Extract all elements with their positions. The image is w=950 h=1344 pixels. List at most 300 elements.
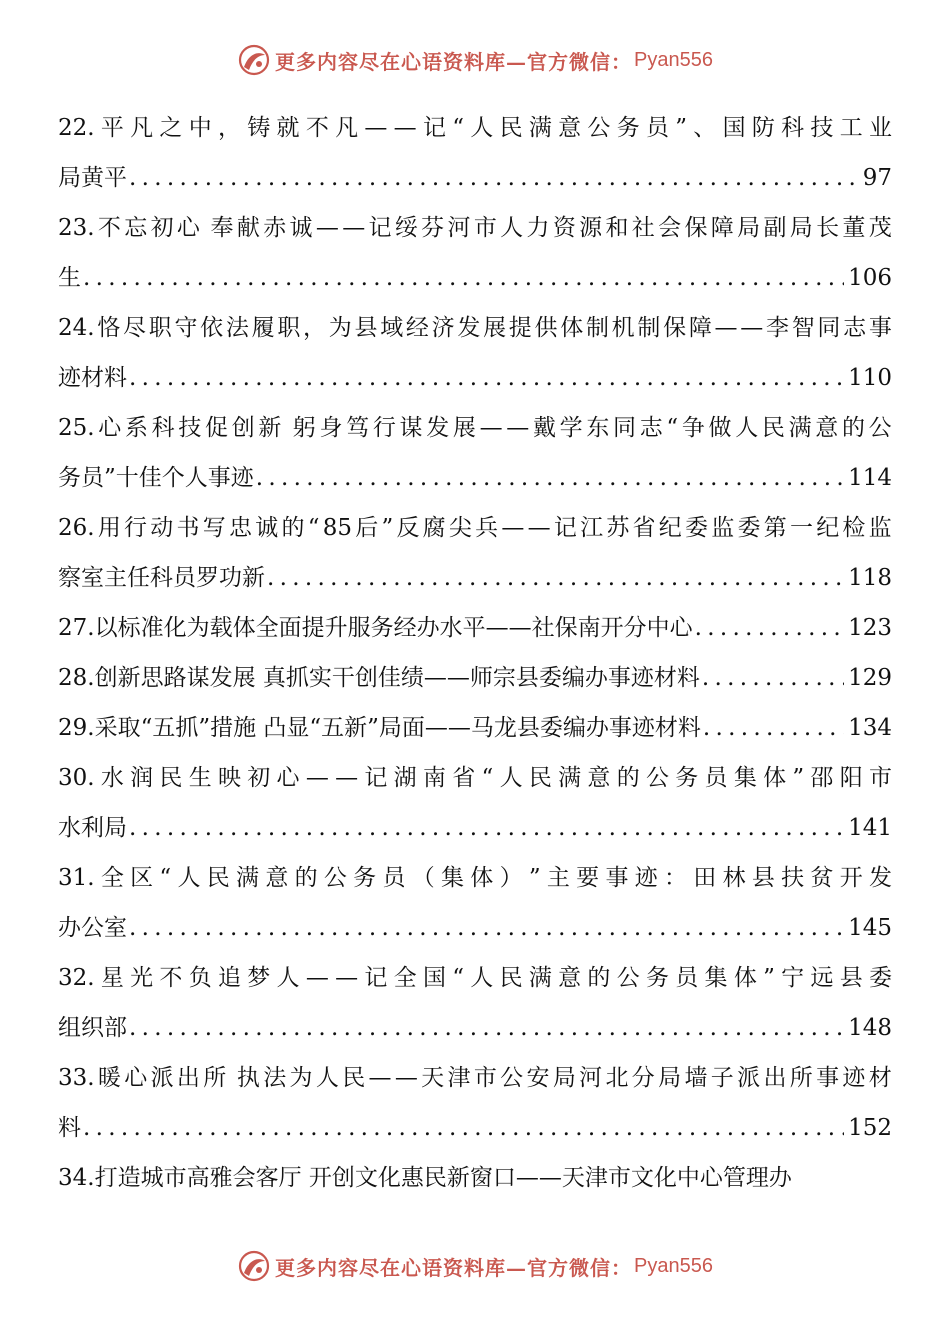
toc-title-char: 委 (868, 965, 892, 991)
toc-title-char: 纪 (816, 515, 840, 541)
toc-entry-leader-line (58, 153, 892, 203)
toc-title-char: 技 (178, 415, 202, 441)
toc-title-char: 和 (605, 215, 629, 241)
toc-title-char: 出 (763, 1065, 787, 1091)
toc-title-char: 、 (693, 115, 717, 141)
toc-title-char: 促 (205, 415, 229, 441)
toc-title-char (285, 403, 289, 453)
toc-title-char: 85 (322, 515, 352, 541)
toc-title-continuation: 迹材料 (58, 365, 127, 391)
toc-title-char: 安 (526, 1065, 550, 1091)
banner-text: 更多内容尽在心语资料库—官方微信： (275, 49, 633, 74)
toc-title-char: 尽 (123, 315, 147, 341)
toc-entry-leader-line (58, 453, 892, 503)
toc-title-char: 区 (130, 865, 154, 891)
toc-title-char: 民 (342, 1065, 366, 1091)
toc-title-char: “ (666, 415, 679, 441)
toc-title-char: 意 (265, 865, 289, 891)
toc-title: 34.打造城市高雅会客厅 开创文化惠民新窗口——天津市文化中心管理办 (58, 1165, 792, 1191)
toc-title-char: 的 (281, 515, 305, 541)
toc-title-char: 追 (217, 965, 241, 991)
toc-title-char: 务 (353, 865, 377, 891)
dot-leader (702, 653, 844, 703)
toc-title-char: ” (675, 115, 688, 141)
banner-wechat-id: Pyan556 (634, 48, 713, 71)
toc-title-char: 防 (751, 115, 775, 141)
toc-title-char: 职 (148, 315, 172, 341)
toc-title-char: 意 (587, 765, 611, 791)
toc-title-char: 资 (552, 215, 576, 241)
toc-title-char: 委 (685, 515, 709, 541)
toc-title-char: 材 (868, 1065, 892, 1091)
toc-title-char: 民 (499, 115, 523, 141)
toc-title-char: 记 (553, 515, 577, 541)
toc-entry-leader-line (58, 1103, 892, 1153)
toc-title-char: 县 (751, 865, 775, 891)
toc-title-char: — (714, 315, 738, 341)
toc-title-char: 发 (426, 415, 450, 441)
toc-title-char: 事 (816, 1065, 840, 1091)
toc-title-char: 事 (605, 865, 629, 891)
toc-title-char: 会 (658, 215, 682, 241)
toc-title-char: 就 (276, 115, 300, 141)
toc-title-char: 凡 (335, 115, 359, 141)
toc-entry[interactable] (58, 653, 892, 703)
toc-entry[interactable] (58, 603, 892, 653)
toc-title-char: 负 (188, 965, 212, 991)
toc-title-char: 民 (761, 415, 785, 441)
toc-entry[interactable] (58, 953, 892, 1053)
toc-title-char: “ (452, 115, 464, 141)
toc-title-char: 新 (258, 415, 282, 441)
toc-title: 27.以标准化为载体全面提升服务经办水平——社保南开分中心 (58, 615, 693, 641)
toc-entry-title-line (58, 103, 892, 153)
toc-entry-title-line (58, 953, 892, 1003)
banner-wechat-id: Pyan556 (634, 1254, 713, 1277)
toc-title-char: 阳 (839, 765, 863, 791)
dot-leader (129, 353, 844, 403)
toc-title-char: 员 (382, 865, 406, 891)
toc-title-char: 满 (528, 965, 552, 991)
dot-leader (129, 803, 844, 853)
toc-title-char: 忠 (228, 515, 252, 541)
toc-entry[interactable] (58, 1053, 892, 1153)
toc-title-char: 心 (98, 415, 122, 441)
toc-title-char: 不 (97, 215, 121, 241)
toc-title-char: 江 (580, 515, 604, 541)
toc-title-char: 市 (868, 765, 892, 791)
toc-title-char: 局 (789, 215, 813, 241)
toc-title-char: 书 (176, 515, 200, 541)
toc-title-char: — (335, 765, 359, 791)
toc-title-char: 身 (319, 415, 343, 441)
toc-title-char: — (305, 765, 329, 791)
toc-title-char: 李 (765, 315, 789, 341)
toc-title-char: — (479, 415, 503, 441)
page-number: 129 (848, 665, 892, 691)
toc-title-char: ” (792, 765, 805, 791)
toc-entry-leader-line (58, 603, 892, 653)
toc-title-char: 动 (150, 515, 174, 541)
toc-title-char: 邵 (810, 765, 834, 791)
toc-title-char: 忘 (124, 215, 148, 241)
toc-title-char: 为 (289, 1065, 313, 1091)
toc-title-char: 局 (658, 1065, 682, 1091)
toc-title-char: 25. (58, 415, 95, 441)
toc-title-char: 争 (681, 415, 705, 441)
toc-title-char: 谋 (399, 415, 423, 441)
toc-title-continuation: 料 (58, 1115, 81, 1141)
toc-title-char: 发 (457, 315, 481, 341)
toc-title-char: — (335, 965, 359, 991)
toc-title-char: 做 (708, 415, 732, 441)
toc-title-char (230, 1053, 234, 1103)
toc-title-char: 记 (364, 965, 388, 991)
toc-title-char: 源 (579, 215, 603, 241)
toc-entry[interactable] (58, 403, 892, 503)
toc-title-char: 董 (842, 215, 866, 241)
toc-title-char: 法 (225, 315, 249, 341)
toc-title-char: 体 (733, 965, 757, 991)
toc-entry-leader-line (58, 803, 892, 853)
toc-entry-leader-line (58, 653, 892, 703)
toc-title-char: 经 (405, 315, 429, 341)
toc-title-char: — (364, 115, 388, 141)
toc-title-char: 初 (150, 215, 174, 241)
page-number: 152 (848, 1115, 892, 1141)
toc-title-char: 济 (431, 315, 455, 341)
toc-title-char: 映 (217, 765, 241, 791)
toc-title-char: 创 (231, 415, 255, 441)
dot-leader (83, 1103, 844, 1153)
toc-title-char: 局 (737, 215, 761, 241)
toc-title-char: 河 (579, 1065, 603, 1091)
toc-title-char: ） (499, 865, 523, 891)
brand-logo-icon (237, 1249, 271, 1283)
toc-title-char: 记 (368, 215, 392, 241)
toc-title-char: 集 (733, 765, 757, 791)
toc-title-char: 域 (380, 315, 404, 341)
toc-title-char: ” (763, 965, 775, 991)
toc-title-char: 力 (526, 215, 550, 241)
toc-title-char: 笃 (346, 415, 370, 441)
page-number: 118 (848, 565, 892, 591)
toc-title-char: 体 (470, 865, 494, 891)
toc-title-char: 长 (816, 215, 840, 241)
toc-title-char: 人 (500, 215, 524, 241)
toc-title-continuation: 察室主任科员罗功新 (58, 565, 265, 591)
toc-title-char: 贫 (810, 865, 834, 891)
toc-title: 28.创新思路谋发展 真抓实干创佳绩——师宗县委编办事迹材料 (58, 665, 700, 691)
toc-title-char: “ (452, 965, 464, 991)
toc-entry[interactable] (58, 103, 892, 203)
toc-title-char: 的 (841, 415, 865, 441)
toc-title-char: 腐 (422, 515, 446, 541)
toc-title-char: 芬 (421, 215, 445, 241)
toc-title-char: 不 (305, 115, 329, 141)
toc-title-char: 记 (422, 115, 446, 141)
toc-title-char: 要 (576, 865, 600, 891)
toc-title-char: 平 (100, 115, 124, 141)
toc-title-char: 人 (470, 115, 494, 141)
toc-title-char: 梦 (247, 965, 271, 991)
toc-title-char: 不 (159, 965, 183, 991)
toc-title-char: 远 (810, 965, 834, 991)
toc-title-char: 技 (810, 115, 834, 141)
toc-title-char: 体 (763, 765, 787, 791)
toc-title-char: “ (307, 515, 320, 541)
toc-title-char: 民 (206, 865, 230, 891)
page-number: 141 (848, 815, 892, 841)
page-number: 110 (848, 365, 892, 391)
toc-title-char: 天 (421, 1065, 445, 1091)
toc-title-char: — (527, 515, 551, 541)
toc-title-char: 同 (613, 415, 637, 441)
toc-title-char: 县 (354, 315, 378, 341)
page-number: 145 (848, 915, 892, 941)
toc-title-char: 意 (558, 965, 582, 991)
toc-title-char: 田 (693, 865, 717, 891)
toc-title-char: 员 (645, 115, 669, 141)
toc-title-char: 铸 (247, 115, 271, 141)
toc-title-char: 满 (528, 115, 552, 141)
toc-entry-leader-line (58, 703, 892, 753)
toc-title-char: 委 (737, 515, 761, 541)
page-number: 114 (848, 465, 892, 491)
dot-leader (129, 1003, 844, 1053)
toc-title-char: 润 (130, 765, 154, 791)
toc-title-char: 为 (328, 315, 352, 341)
toc-title-char: — (368, 1065, 392, 1091)
toc-entry-title-line (58, 1053, 892, 1103)
toc-title-char: 守 (174, 315, 198, 341)
toc-title-char: 出 (176, 1065, 200, 1091)
dot-leader (83, 253, 844, 303)
toc-title-char (203, 203, 207, 253)
toc-title-continuation: 水利局 (58, 815, 127, 841)
toc-title-char: ： (664, 865, 688, 891)
toc-title-char: 开 (839, 865, 863, 891)
toc-title-char: 子 (710, 1065, 734, 1091)
toc-title-char: 保 (663, 315, 687, 341)
toc-title-char: 体 (560, 315, 584, 341)
toc-title-char: 用 (97, 515, 121, 541)
page-number: 97 (862, 165, 892, 191)
toc-title-char: — (315, 215, 339, 241)
toc-title-char: 后 (355, 515, 379, 541)
toc-title-char: 员 (675, 965, 699, 991)
toc-title-char: 北 (605, 1065, 629, 1091)
page-number: 148 (848, 1015, 892, 1041)
toc-title-char: 的 (294, 865, 318, 891)
toc-title-char: 尖 (448, 515, 472, 541)
toc-entry[interactable] (58, 853, 892, 953)
toc-title-continuation: 务员”十佳个人事迹 (58, 465, 254, 491)
toc-title-char: 公 (868, 415, 892, 441)
toc-entry-title-line (58, 303, 892, 353)
toc-title-char: 奉 (210, 215, 234, 241)
toc-title-char: 民 (528, 765, 552, 791)
toc-title-char: 茂 (868, 215, 892, 241)
toc-title-char: 法 (263, 1065, 287, 1091)
toc-title-char: “ (159, 865, 172, 891)
toc-title-char: 监 (868, 515, 892, 541)
toc-title-char: 的 (587, 965, 611, 991)
toc-title-char: 诚 (289, 215, 313, 241)
toc-title-char: 墙 (684, 1065, 708, 1091)
toc-title-char: — (740, 315, 764, 341)
toc-title-char: 22. (58, 115, 95, 141)
toc-title-char: 社 (631, 215, 655, 241)
toc-title-char: 赤 (263, 215, 287, 241)
toc-title-char: 凡 (130, 115, 154, 141)
toc-title-char: 系 (124, 415, 148, 441)
toc-title-char: 行 (372, 415, 396, 441)
dot-leader (256, 453, 844, 503)
toc-title-char: 意 (558, 115, 582, 141)
page-number: 134 (848, 715, 892, 741)
toc-title-char: 志 (843, 315, 867, 341)
toc-title-char: 志 (639, 415, 663, 441)
toc-entry[interactable] (58, 203, 892, 303)
toc-title-char: 务 (616, 115, 640, 141)
toc-title-char: 绥 (394, 215, 418, 241)
toc-entry-leader-line (58, 1003, 892, 1053)
toc-title-char: 员 (704, 765, 728, 791)
toc-title-char: — (394, 1065, 418, 1091)
toc-title-char: 公 (323, 865, 347, 891)
toc-title-char: 行 (124, 515, 148, 541)
brand-logo-icon (237, 43, 271, 77)
toc-title-char: 恪 (97, 315, 121, 341)
toc-entry-title-line (58, 853, 892, 903)
toc-title-char: 诚 (255, 515, 279, 541)
toc-title-char: 保 (684, 215, 708, 241)
toc-title-continuation: 生 (58, 265, 81, 291)
toc-title-char: 发 (868, 865, 892, 891)
toc-title-char: 初 (247, 765, 271, 791)
toc-title-char: 提 (508, 315, 532, 341)
toc-title-char: 满 (558, 765, 582, 791)
toc-entry-title-line (58, 503, 892, 553)
dot-leader (129, 903, 844, 953)
toc-entry[interactable] (58, 703, 892, 753)
toc-entry[interactable] (58, 303, 892, 403)
toc-title-char: 一 (789, 515, 813, 541)
toc-title-char: 制 (637, 315, 661, 341)
toc-title-char: 科 (781, 115, 805, 141)
toc-entry-title-line (58, 203, 892, 253)
toc-entry-leader-line (58, 353, 892, 403)
toc-title-char: 33. (58, 1065, 95, 1091)
toc-title-char: 26. (58, 515, 95, 541)
toc-title-char: 光 (130, 965, 154, 991)
toc-title-char: ” (381, 515, 394, 541)
toc-title-char: 暖 (97, 1065, 121, 1091)
toc-title-char: 执 (236, 1065, 260, 1091)
toc-title-continuation: 组织部 (58, 1015, 127, 1041)
toc-title-char: 制 (585, 315, 609, 341)
toc-title-char: 全 (100, 865, 124, 891)
toc-title-char: 星 (100, 965, 124, 991)
toc-title-char: 32. (58, 965, 95, 991)
toc-title: 29.采取“五抓”措施 凸显“五新”局面——马龙县委编办事迹材料 (58, 715, 701, 741)
toc-title-char: 省 (452, 765, 476, 791)
toc-entry[interactable] (58, 503, 892, 603)
toc-title-char: 献 (236, 215, 260, 241)
toc-title-char: 务 (645, 965, 669, 991)
toc-title-char: — (342, 215, 366, 241)
toc-title-char: 公 (645, 765, 669, 791)
toc-title-char: 纪 (658, 515, 682, 541)
dot-leader (129, 153, 859, 203)
toc-title-char: 河 (447, 215, 471, 241)
toc-title-char: 国 (722, 115, 746, 141)
toc-title-char: 供 (534, 315, 558, 341)
dot-leader (703, 703, 844, 753)
toc-title-char: 苏 (606, 515, 630, 541)
toc-entry[interactable] (58, 753, 892, 853)
toc-title-char: 南 (422, 765, 446, 791)
toc-title-char: — (501, 515, 525, 541)
toc-title-char: 科 (151, 415, 175, 441)
toc-title-char: 障 (710, 215, 734, 241)
toc-title-char: 市 (473, 215, 497, 241)
toc-title-char: 公 (587, 115, 611, 141)
toc-title-char: 主 (546, 865, 570, 891)
toc-title-char: 民 (159, 765, 183, 791)
toc-title-char: 生 (188, 765, 212, 791)
toc-title-char: 所 (789, 1065, 813, 1091)
toc-title-char: 写 (202, 515, 226, 541)
dot-leader (695, 603, 845, 653)
toc-title-char: 戴 (532, 415, 556, 441)
toc-title-char: 反 (396, 515, 420, 541)
toc-title-char: 人 (499, 765, 523, 791)
toc-title-char: 中 (188, 115, 212, 141)
toc-title-char: 的 (616, 765, 640, 791)
toc-title-char: 记 (364, 765, 388, 791)
toc-entry-leader-line (58, 903, 892, 953)
toc-title-char: 副 (763, 215, 787, 241)
toc-entry[interactable] (58, 1153, 892, 1203)
toc-title-char: 事 (868, 315, 892, 341)
toc-title-char: — (506, 415, 530, 441)
header-banner (0, 38, 950, 82)
toc-title-char: ， (217, 115, 241, 141)
toc-title-char: 业 (868, 115, 892, 141)
toc-title-char: “ (481, 765, 494, 791)
toc-title-char: 30. (58, 765, 95, 791)
toc-title-char: 智 (791, 315, 815, 341)
toc-title-char: 省 (632, 515, 656, 541)
toc-title-char: 人 (177, 865, 201, 891)
page-number: 123 (848, 615, 892, 641)
toc-title-char: 全 (393, 965, 417, 991)
toc-title-char: 公 (616, 965, 640, 991)
toc-title-char: ” (528, 865, 541, 891)
toc-title-char: 23. (58, 215, 95, 241)
toc-title-char: 职 (277, 315, 301, 341)
toc-title-char: 集 (704, 965, 728, 991)
toc-title-char: 展 (483, 315, 507, 341)
toc-title-char: 意 (815, 415, 839, 441)
toc-title-char: 局 (552, 1065, 576, 1091)
toc-title-char: 展 (452, 415, 476, 441)
toc-title-char: 湖 (393, 765, 417, 791)
toc-title-char: — (393, 115, 417, 141)
toc-title-char: 人 (315, 1065, 339, 1091)
